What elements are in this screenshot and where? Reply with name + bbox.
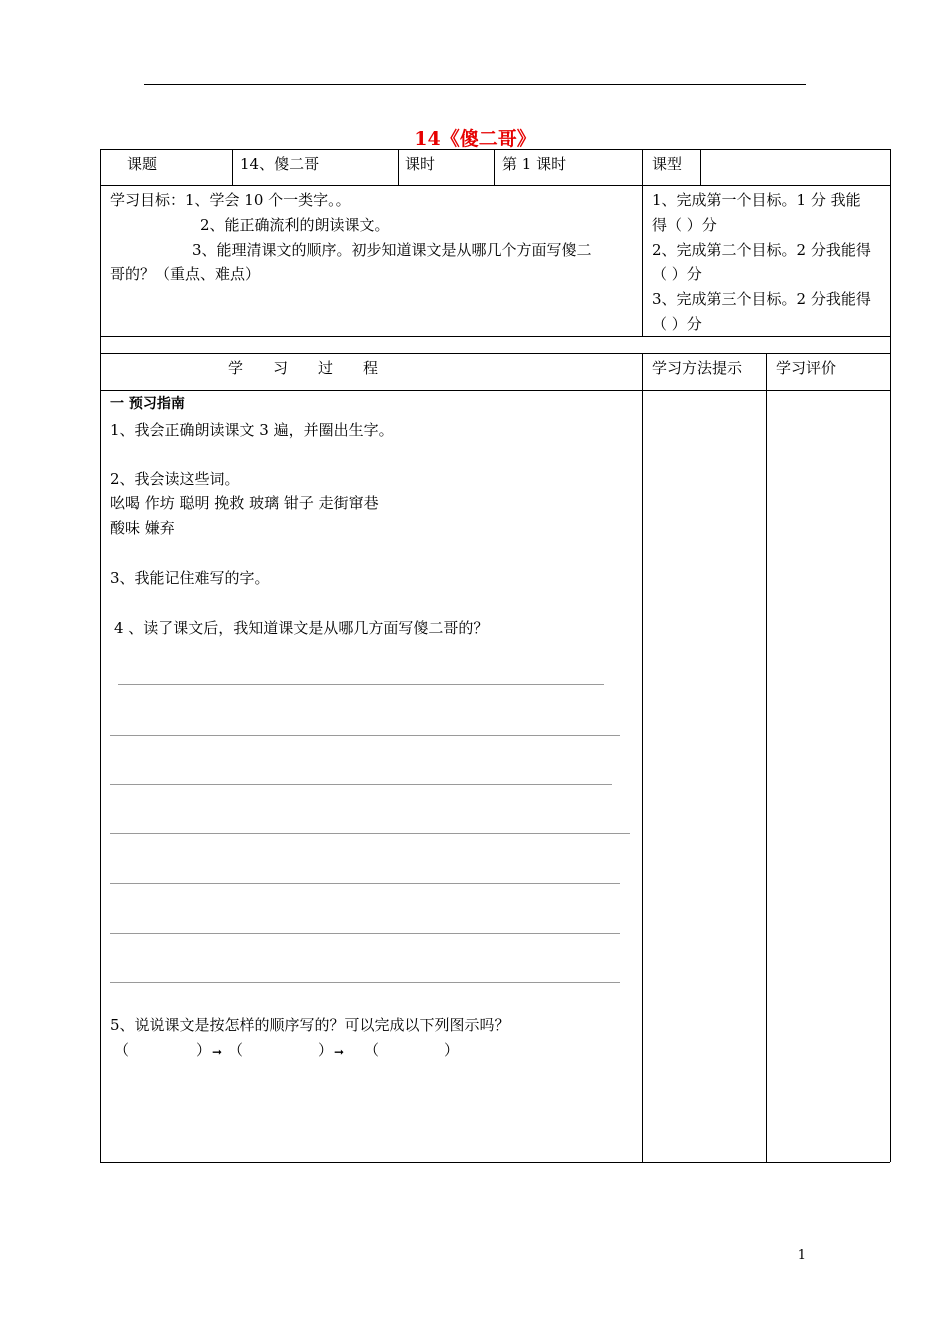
row-divider — [100, 353, 890, 354]
answer-line[interactable] — [110, 883, 620, 884]
answer-line[interactable] — [118, 684, 604, 685]
arrow-right-icon: ➞ — [334, 1045, 345, 1059]
score-line: 得（ ）分 — [652, 216, 717, 234]
objective-line: 学习目标：1、学会 10 个一类字。。 — [110, 191, 351, 209]
diagram-close-bracket: ） — [196, 1041, 212, 1059]
page-number: 1 — [797, 1248, 806, 1263]
diagram-close-bracket: ） — [318, 1041, 334, 1059]
cell-divider — [766, 353, 767, 1162]
question-5: 5、说说课文是按怎样的顺序写的？可以完成以下列图示吗？ — [110, 1016, 510, 1034]
score-line: （ ）分 — [652, 265, 702, 283]
period-value: 第 1 课时 — [502, 155, 567, 173]
type-label: 课型 — [652, 155, 683, 173]
diagram-close-bracket: ） — [444, 1041, 460, 1059]
cell-divider — [700, 149, 701, 185]
period-label: 课时 — [405, 155, 436, 173]
score-line: （ ）分 — [652, 315, 702, 333]
topic-value: 14、傻二哥 — [240, 155, 320, 173]
answer-line[interactable] — [110, 982, 620, 983]
diagram-open-bracket: （ — [228, 1041, 244, 1059]
objective-line: 2、能正确流利的朗读课文。 — [200, 216, 390, 234]
cell-divider — [642, 353, 643, 1162]
table-border-left — [100, 149, 101, 1162]
answer-line[interactable] — [110, 735, 620, 736]
section-heading: 一 预习指南 — [110, 396, 185, 412]
score-line: 3、完成第三个目标。2 分我能得 — [652, 290, 871, 308]
cell-divider — [398, 149, 399, 185]
answer-line[interactable] — [110, 833, 630, 834]
process-heading: 学 习 过 程 — [228, 359, 379, 377]
answer-line[interactable] — [110, 784, 612, 785]
vocab-line: 吆喝 作坊 聪明 挽救 玻璃 钳子 走街窜巷 — [110, 494, 379, 512]
question-1: 1、我会正确朗读课文 3 遍，并圈出生字。 — [110, 421, 394, 439]
cell-divider — [642, 185, 643, 336]
cell-divider — [494, 149, 495, 185]
vocab-line: 酸味 嫌弃 — [110, 519, 175, 537]
row-divider — [100, 390, 890, 391]
table-border-top — [100, 149, 890, 150]
question-3: 3、我能记住难写的字。 — [110, 569, 270, 587]
evaluation-heading: 学习评价 — [776, 359, 837, 377]
arrow-right-icon: ➞ — [212, 1045, 223, 1059]
objective-line: 3、能理清课文的顺序。初步知道课文是从哪几个方面写傻二 — [192, 241, 592, 259]
header-rule — [144, 84, 806, 85]
row-divider — [100, 185, 890, 186]
table-border-right — [890, 149, 891, 1162]
answer-line[interactable] — [110, 933, 620, 934]
score-line: 1、完成第一个目标。1 分 我能 — [652, 191, 861, 209]
diagram-open-bracket: （ — [114, 1041, 130, 1059]
page-title: 14《傻二哥》 — [414, 128, 536, 150]
score-line: 2、完成第二个目标。2 分我能得 — [652, 241, 871, 259]
table-border-bottom — [100, 1162, 890, 1163]
method-heading: 学习方法提示 — [652, 359, 743, 377]
cell-divider — [232, 149, 233, 185]
cell-divider — [642, 149, 643, 185]
question-4: 4 、读了课文后，我知道课文是从哪几方面写傻二哥的？ — [114, 619, 489, 637]
topic-label: 课题 — [127, 155, 158, 173]
objective-line: 哥的？（重点、难点） — [110, 265, 261, 283]
row-divider — [100, 336, 890, 337]
question-2: 2、我会读这些词。 — [110, 470, 240, 488]
diagram-open-bracket: （ — [364, 1041, 380, 1059]
